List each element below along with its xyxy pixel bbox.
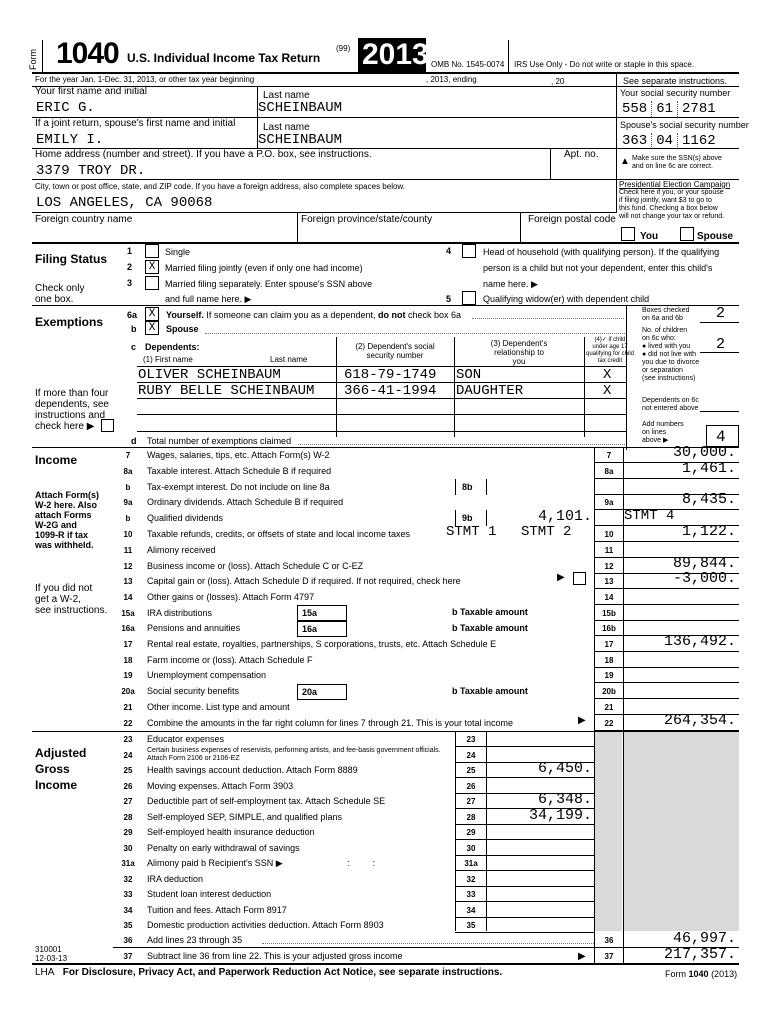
dependent-ssn[interactable]: 366-41-1994 <box>344 383 437 399</box>
line-number: 33 <box>123 890 133 899</box>
line-amount[interactable]: 1,122. <box>681 523 736 540</box>
filing-hoh-label-2: person is a child but not your dependent, enter this child's <box>483 263 713 273</box>
line-box-label: 11 <box>604 546 614 555</box>
income-heading: Income <box>35 453 78 467</box>
taxable-20b-label: b Taxable amount <box>452 686 528 696</box>
line-box-label: 7 <box>606 451 612 460</box>
spouse-ssn-label: Spouse's social security number <box>620 120 749 130</box>
line-number: 10 <box>123 530 133 539</box>
line-6d-label: Total number of exemptions claimed <box>147 436 292 446</box>
form-code-footer: 310001 12-03-13 <box>35 945 68 963</box>
first-name-label: Your first name and initial <box>35 86 147 97</box>
spouse-last-name-label: Last name <box>263 122 310 133</box>
line-box-label: 29 <box>466 828 476 837</box>
total-exemptions-value[interactable]: 4 <box>716 428 726 446</box>
line-box-label: 17 <box>604 640 614 649</box>
line-number: 14 <box>123 593 133 602</box>
last-name-label: Last name <box>263 90 310 101</box>
filing-hoh-label-3: name here. ▶ <box>483 279 538 289</box>
line-box-label: 18 <box>604 656 614 665</box>
footer-form-ref: Form 1040 (2013) <box>665 969 738 979</box>
children-label: No. of children on 6c who: ● lived with you ● did not live with you due to divorce or separation (see instructions) <box>642 327 700 382</box>
stmt-4-note: STMT 4 <box>624 508 675 524</box>
more-dependents-checkbox[interactable] <box>101 419 114 432</box>
line-number: 24 <box>123 751 133 760</box>
line-box-label: 21 <box>604 703 614 712</box>
line-box-label: 25 <box>466 766 476 775</box>
line-number: 28 <box>123 813 133 822</box>
first-name-value[interactable]: ERIC G. <box>36 100 95 116</box>
box-37-label: 37 <box>604 952 614 961</box>
box-8b-label: 8b <box>462 482 473 492</box>
up-arrow-icon: ▲ <box>620 156 630 167</box>
line-amount[interactable]: 34,199. <box>528 807 592 824</box>
foreign-country-label: Foreign country name <box>35 214 133 225</box>
children-lived-value[interactable]: 2 <box>716 336 726 353</box>
line-label: IRA deduction <box>147 874 204 884</box>
stmt-1-note: STMT 1 <box>446 524 497 540</box>
line-label: Educator expenses <box>147 734 225 744</box>
filing-single-label: Single <box>165 247 191 257</box>
line-number: 29 <box>123 828 133 837</box>
line-label: Qualified dividends <box>147 513 224 523</box>
line-box-label: 13 <box>604 577 614 586</box>
line-number: 31a <box>121 859 135 868</box>
line-label: Self-employed SEP, SIMPLE, and qualified plans <box>147 812 342 822</box>
line-number: 20a <box>121 687 135 696</box>
line-label: Social security benefits <box>147 686 240 696</box>
filing-separate-checkbox[interactable] <box>145 276 159 290</box>
taxable-15b-label: b Taxable amount <box>452 607 528 617</box>
line-number: b <box>125 483 131 492</box>
city-value[interactable]: LOS ANGELES, CA 90068 <box>36 195 213 211</box>
line-number: 8a <box>123 467 133 476</box>
line-number: 21 <box>123 703 133 712</box>
ssn-value[interactable]: 558 61 2781 <box>622 101 716 117</box>
ssn-label: Your social security number <box>620 88 731 98</box>
spouse-first-name-label: If a joint return, spouse's first name and initial <box>35 118 236 129</box>
last-name-value[interactable]: SCHEINBAUM <box>258 100 343 116</box>
line-label: Alimony received <box>147 545 216 555</box>
line-box-label: 10 <box>604 530 614 539</box>
line-label: Student loan interest deduction <box>147 889 272 899</box>
stmt-2-note: STMT 2 <box>521 524 572 540</box>
capital-gain-checkbox[interactable] <box>573 572 586 585</box>
dependent-name[interactable]: RUBY BELLE SCHEINBAUM <box>138 383 315 399</box>
yourself-checkbox[interactable]: X <box>145 307 159 321</box>
line-box-label: 22 <box>604 719 614 728</box>
spouse-first-name-value[interactable]: EMILY I. <box>36 132 104 148</box>
line-label: Pensions and annuities <box>147 623 241 633</box>
dep-col1-header: (1) First name <box>143 355 193 364</box>
line-label: Tuition and fees. Attach Form 8917 <box>147 905 287 915</box>
tax-year: 2013 <box>362 38 429 71</box>
form-title: U.S. Individual Income Tax Return <box>127 51 321 65</box>
line-label: Taxable interest. Attach Schedule B if required <box>147 466 332 476</box>
line-number: 9a <box>123 498 133 507</box>
line-label: Farm income or (loss). Attach Schedule F <box>147 655 313 665</box>
dependent-name[interactable]: OLIVER SCHEINBAUM <box>138 367 281 383</box>
line-label: Health savings account deduction. Attach Form 8889 <box>147 765 358 775</box>
line-label: Other income. List type and amount <box>147 702 290 712</box>
filing-status-heading: Filing Status <box>35 252 107 266</box>
filing-widow-checkbox[interactable] <box>462 291 476 305</box>
line-box-label: 16b <box>602 624 616 633</box>
line-number: 16a <box>121 624 135 633</box>
tax-year-20: , 20 <box>551 77 565 86</box>
add-numbers-label: Add numbers on lines above ▶ <box>642 421 684 444</box>
line-label: Certain business expenses of reservists, performing artists, and fee-basis government officials. Attach Form 2106 or 2106-EZ <box>147 747 441 762</box>
pec-you-checkbox[interactable] <box>621 227 635 241</box>
tax-year-ending: , 2013, ending <box>426 75 477 84</box>
pec-spouse-checkbox[interactable] <box>680 227 694 241</box>
line-box-label: 26 <box>466 782 476 791</box>
line-box-label: 9a <box>604 498 614 507</box>
line-label: Rental real estate, royalties, partnerships, S corporations, trusts, etc. Attach Schedule E <box>147 639 497 649</box>
line-label: Deductible part of self-employment tax. Attach Schedule SE <box>147 796 386 806</box>
line-box-label: 24 <box>466 751 476 760</box>
line-number: 7 <box>125 451 131 460</box>
tax-year-line: For the year Jan. 1-Dec. 31, 2013, or other tax year beginning <box>35 75 255 84</box>
box-15a-label: 15a <box>302 608 318 618</box>
line-6c-label: Dependents: <box>145 342 200 352</box>
line-number: b <box>125 514 131 523</box>
pec-spouse-label: Spouse <box>697 231 734 242</box>
line-number: 19 <box>123 671 133 680</box>
dependent-child-credit-check[interactable]: X <box>603 383 612 399</box>
line-number: 12 <box>123 562 133 571</box>
dep-col3-header: (3) Dependent's relationship to you <box>490 339 548 366</box>
line-box-label: 31a <box>464 859 478 868</box>
footer-notice: LHA For Disclosure, Privacy Act, and Paperwork Reduction Act Notice, see separate instructions. <box>35 967 503 978</box>
form-code: (99) <box>336 44 351 53</box>
line-9b-amount[interactable]: 4,101. <box>537 508 592 525</box>
line-37-label: Subtract line 36 from line 22. This is your adjusted gross income <box>147 951 403 961</box>
line-amount[interactable]: 264,354. <box>663 712 736 729</box>
address-value[interactable]: 3379 TROY DR. <box>36 163 146 179</box>
line-label: Penalty on early withdrawal of savings <box>147 843 300 853</box>
line-box-label: 28 <box>466 813 476 822</box>
line-box-label: 34 <box>466 906 476 915</box>
line-label: Business income or (loss). Attach Schedule C or C-EZ <box>147 561 364 571</box>
line-amount[interactable]: 30,000. <box>672 444 736 461</box>
apt-label: Apt. no. <box>564 149 599 160</box>
line-box-label: 30 <box>466 844 476 853</box>
line-number: 32 <box>123 875 133 884</box>
line-box-label: 27 <box>466 797 476 806</box>
foreign-province-label: Foreign province/state/county <box>301 214 433 225</box>
dependent-relationship[interactable]: DAUGHTER <box>456 383 524 399</box>
line-label: Alimony paid b Recipient's SSN ▶ <box>147 858 283 868</box>
filing-widow-label: Qualifying widow(er) with dependent child <box>483 294 650 304</box>
line-box-label: 35 <box>466 921 476 930</box>
box-16a-label: 16a <box>302 624 318 634</box>
spouse-ssn-value[interactable]: 363 04 1162 <box>622 133 716 149</box>
line-amount[interactable]: 136,492. <box>663 633 736 650</box>
line-number: 18 <box>123 656 133 665</box>
line-box-label: 14 <box>604 593 614 602</box>
line-number: 25 <box>123 766 133 775</box>
line-label: Domestic production activities deduction. Attach Form 8903 <box>147 920 384 930</box>
line-6b-label: Spouse <box>166 324 199 334</box>
line-label: Combine the amounts in the far right column for lines 7 through 21. This is your total income <box>147 718 514 728</box>
box-9b-label: 9b <box>462 513 473 523</box>
city-label: City, town or post office, state, and ZIP code. If you have a foreign address, also complete spaces below. <box>35 182 405 191</box>
foreign-postal-label: Foreign postal code <box>528 214 616 225</box>
line-label: Unemployment compensation <box>147 670 267 680</box>
right-arrow-icon: ▶ <box>578 715 586 726</box>
address-label: Home address (number and street). If you have a P.O. box, see instructions. <box>35 149 372 160</box>
filing-separate-label: Married filing separately. Enter spouse's SSN above <box>165 279 373 289</box>
line-number: 23 <box>123 735 133 744</box>
line-amount[interactable]: 89,844. <box>672 555 736 572</box>
dep-col4-header: (4)✓ if child under age 17 qualifying for child tax credit <box>585 337 635 364</box>
dependent-relationship[interactable]: SON <box>456 367 482 383</box>
line-6a-label: Yourself. If someone can claim you as a dependent, do not check box 6a <box>166 310 462 320</box>
line-label: Self-employed health insurance deduction <box>147 827 315 837</box>
dependents-not-entered-label: Dependents on 6c not entered above <box>642 397 699 412</box>
line-number: 30 <box>123 844 133 853</box>
line-number: 34 <box>123 906 133 915</box>
dep-col1b-header: Last name <box>270 355 308 364</box>
filing-single-checkbox[interactable] <box>145 244 159 258</box>
pec-you-label: You <box>640 231 659 242</box>
boxes-checked-label: Boxes checked on 6a and 6b <box>642 307 690 322</box>
line-amount[interactable]: -3,000. <box>672 570 736 587</box>
dependent-ssn[interactable]: 618-79-1749 <box>344 367 437 383</box>
line-amount[interactable]: 6,450. <box>537 760 592 777</box>
line-number: 27 <box>123 797 133 806</box>
line-box-label: 12 <box>604 562 614 571</box>
right-arrow-icon: ▶ <box>557 572 565 583</box>
filing-hoh-label: Head of household (with qualifying person). If the qualifying <box>483 247 720 257</box>
recipient-ssn-box: : : <box>320 858 376 868</box>
line-label: Taxable refunds, credits, or offsets of state and local income taxes <box>147 529 410 539</box>
filing-joint-label: Married filing jointly (even if only one had income) <box>165 263 363 273</box>
line-label: IRA distributions <box>147 608 213 618</box>
line-number: 26 <box>123 782 133 791</box>
box-36-label: 36 <box>604 936 614 945</box>
irs-use-only: IRS Use Only - Do not write or staple in this space. <box>514 60 695 69</box>
right-arrow-icon: ▶ <box>578 951 586 962</box>
line-label: Wages, salaries, tips, etc. Attach Form(s) W-2 <box>147 450 330 460</box>
line-box-label: 19 <box>604 671 614 680</box>
line-number: 15a <box>121 609 135 618</box>
line-number: 13 <box>123 577 133 586</box>
dep-col2-header: (2) Dependent's social security number <box>355 342 435 360</box>
line-label: Capital gain or (loss). Attach Schedule D if required. If not required, check here <box>147 576 461 586</box>
no-w2-note: If you did not get a W-2, see instructions. <box>35 583 108 616</box>
line-label: Ordinary dividends. Attach Schedule B if required <box>147 497 344 507</box>
exemptions-heading: Exemptions <box>35 315 104 329</box>
filing-separate-name-label: and full name here. ▶ <box>165 294 252 304</box>
line-36-label: Add lines 23 through 35 <box>147 935 243 945</box>
ssn-note: Make sure the SSN(s) above and on line 6c are correct. <box>632 155 722 170</box>
line-label: Tax-exempt interest. Do not include on line 8a <box>147 482 330 492</box>
filing-joint-checkbox[interactable]: X <box>145 260 159 274</box>
line-box-label: 33 <box>466 890 476 899</box>
omb-number: OMB No. 1545-0074 <box>431 60 505 69</box>
line-amount[interactable]: 6,348. <box>537 791 592 808</box>
if-more-than-four-label: If more than four dependents, see instructions and check here ▶ <box>35 388 109 432</box>
line-amount[interactable]: 1,461. <box>681 460 736 477</box>
form-word: Form <box>28 49 38 70</box>
line-number: 11 <box>123 546 133 555</box>
dependent-child-credit-check[interactable]: X <box>603 367 612 383</box>
line-amount[interactable]: 8,435. <box>681 491 736 508</box>
spouse-checkbox[interactable]: X <box>145 321 159 335</box>
line-label: Moving expenses. Attach Form 3903 <box>147 781 294 791</box>
line-box-label: 8a <box>604 467 614 476</box>
form-number: 1040 <box>56 37 119 70</box>
line-box-label: 20b <box>602 687 616 696</box>
spouse-last-name-value[interactable]: SCHEINBAUM <box>258 132 343 148</box>
boxes-checked-value[interactable]: 2 <box>716 305 726 322</box>
check-only-label: Check only one box. <box>35 283 85 305</box>
line-number: 22 <box>123 719 133 728</box>
agi-heading: Adjusted Gross Income <box>35 746 87 792</box>
filing-hoh-checkbox[interactable] <box>462 244 476 258</box>
line-label: Other gains or (losses). Attach Form 4797 <box>147 592 315 602</box>
see-separate-instructions: See separate instructions. <box>623 76 728 86</box>
line-37-amount[interactable]: 217,357. <box>663 946 736 963</box>
line-box-label: 32 <box>466 875 476 884</box>
line-box-label: 23 <box>466 735 476 744</box>
taxable-16b-label: b Taxable amount <box>452 623 528 633</box>
attach-forms-note: Attach Form(s) W-2 here. Also attach Forms W-2G and 1099-R if tax was withheld. <box>35 490 100 550</box>
line-number: 17 <box>123 640 133 649</box>
line-36-amount[interactable]: 46,997. <box>672 930 736 947</box>
box-20a-label: 20a <box>302 687 318 697</box>
line-box-label: 15b <box>602 609 616 618</box>
line-number: 35 <box>123 921 133 930</box>
pec-box: Presidential Election Campaign Check here if you, or your spouse if filing jointly, want $3 to go to this fund. Checking a box below will not change your tax or refund. <box>619 180 731 220</box>
